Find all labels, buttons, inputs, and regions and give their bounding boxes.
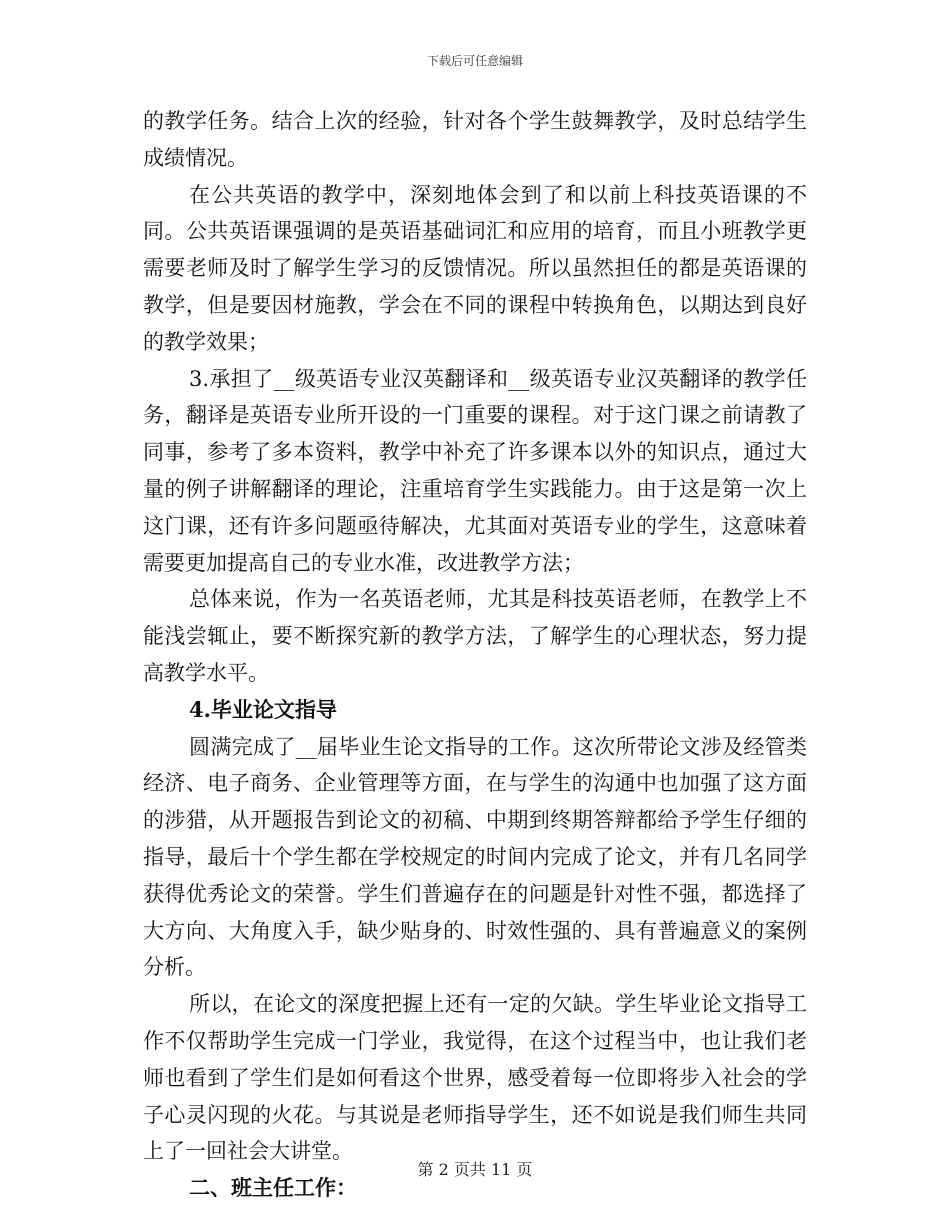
paragraph-summary: 总体来说，作为一名英语老师，尤其是科技英语老师，在教学上不能浅尝辄止，要不断探究新的教学方法，了解学生的心理状态，努力提高教学水平。 <box>143 587 807 685</box>
paragraph-public-english: 在公共英语的教学中，深刻地体会到了和以前上科技英语课的不同。公共英语课强调的是英语基础词汇和应用的培育，而且小班教学更需要老师及时了解学生学习的反馈情况。所以虽然担任的都是英语课的教学，但是要因材施教，学会在不同的课程中转换角色，以期达到良好的教学效果； <box>143 182 807 354</box>
page-header: 下载后可任意编辑 <box>426 54 523 68</box>
document-body <box>143 103 807 1207</box>
section-heading-class-advisor: 二、班主任工作： <box>189 1175 357 1201</box>
paragraph-translation-course: 3.承担了__级英语专业汉英翻译和__级英语专业汉英翻译的教学任务，翻译是英语专业所开设的一门重要的课程。对于这门课之前请教了同事，参考了多本资料，教学中补充了许多课本以外的知识点，通过大量的例子讲解翻译的理论，注重培育学生实践能力。由于这是第一次上这门课，还有许多问题亟待解决，尤其面对英语专业的学生，这意味着需要更加提高自己的专业水准，改进教学方法； <box>143 366 807 575</box>
page-footer: 第 2 页共 11 页 <box>417 1160 533 1179</box>
paragraph-continuation: 的教学任务。结合上次的经验，针对各个学生鼓舞教学，及时总结学生成绩情况。 <box>143 109 807 170</box>
paragraph-thesis-reflection: 所以，在论文的深度把握上还有一定的欠缺。学生毕业论文指导工作不仅帮助学生完成一门学业，我觉得，在这个过程当中，也让我们老师也看到了学生们是如何看这个世界，感受着每一位即将步入社会的学子心灵闪现的火花。与其说是老师指导学生，还不如说是我们师生共同上了一回社会大讲堂。 <box>143 992 807 1164</box>
paragraph-thesis-guidance: 圆满完成了__届毕业生论文指导的工作。这次所带论文涉及经管类经济、电子商务、企业管理等方面，在与学生的沟通中也加强了这方面的涉猎，从开题报告到论文的初稿、中期到终期答辩都给予学生仔细的指导，最后十个学生都在学校规定的时间内完成了论文，并有几名同学获得优秀论文的荣誉。学生们普遍存在的问题是针对性不强，都选择了大方向、大角度入手，缺少贴身的、时效性强的、具有普遍意义的案例分析。 <box>143 734 807 980</box>
section-heading-thesis: 4.毕业论文指导 <box>189 696 337 722</box>
